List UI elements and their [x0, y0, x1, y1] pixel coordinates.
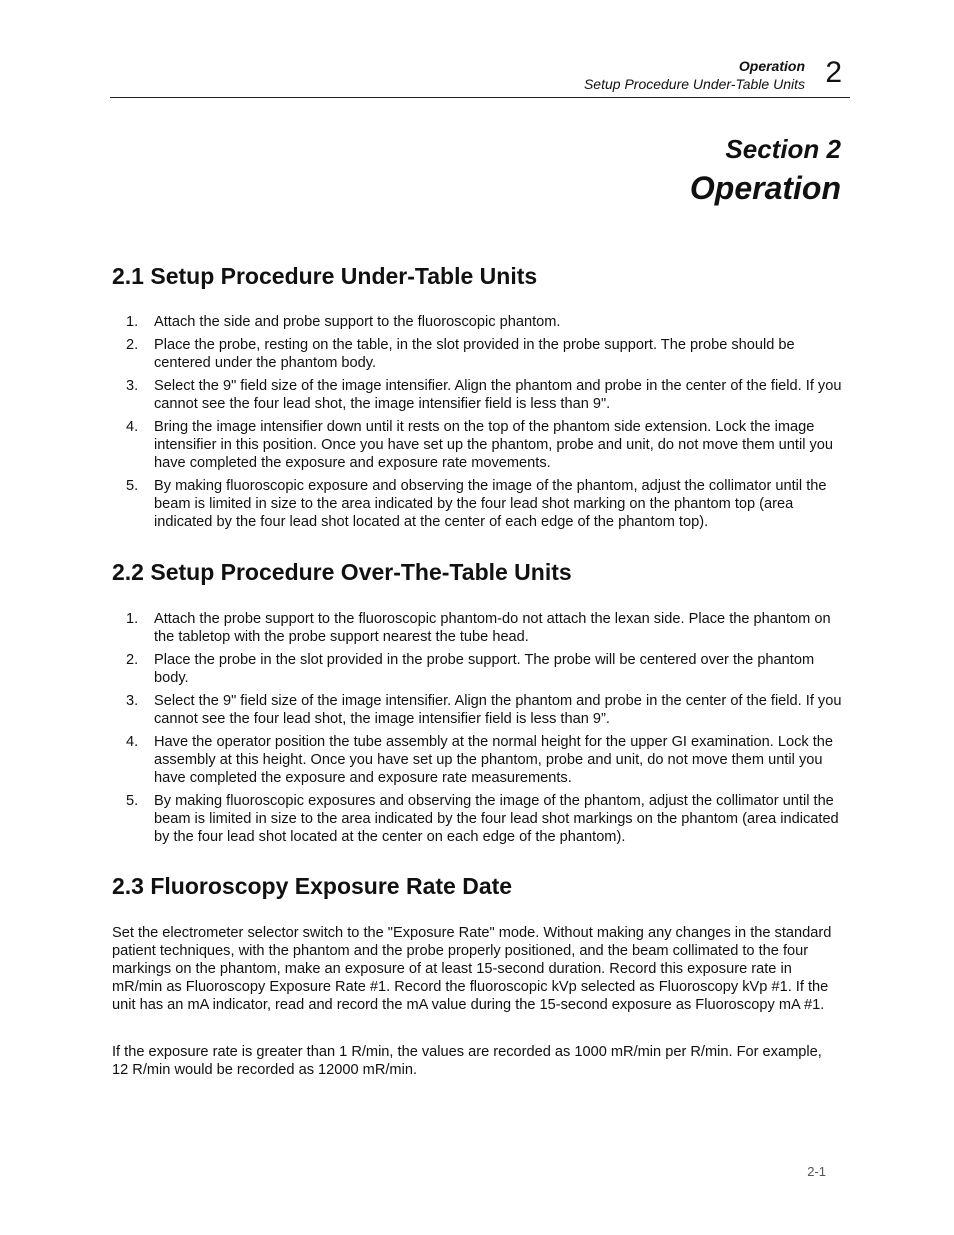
heading-2-1: 2.1 Setup Procedure Under-Table Units	[112, 263, 538, 289]
item-text: Attach the probe support to the fluoroscopic phantom-do not attach the lexan side. Place the phantom on the tabletop with the probe support nearest the tube head.	[154, 611, 831, 645]
list-item	[112, 792, 842, 846]
item-text: Place the probe in the slot provided in the probe support. The probe will be centered over the phantom body.	[154, 652, 815, 686]
section-label: Section 2	[725, 134, 841, 164]
item-number: 5.	[126, 793, 139, 809]
item-number: 4.	[126, 734, 139, 750]
item-number: 2.	[126, 337, 139, 353]
paragraph: Set the electrometer selector switch to the "Exposure Rate" mode. Without making any changes in the standard patient techniques, with the phantom and the probe properly positioned, and the beam collimated to the four markings on the phantom, make an exposure of at least 15-second duration. Record this exposure rate in mR/min as Fluoroscopy Exposure Rate #1. Record the fluoroscopic kVp selected as Fluoroscopy kVp #1. If the unit has an mA indicator, read and record the mA value during the 15-second exposure as Fluoroscopy mA #1.	[112, 925, 832, 1013]
item-text: Select the 9" field size of the image intensifier. Align the phantom and probe in the center of the field. If you cannot see the four lead shot, the image intensifier field is less than 9”.	[154, 693, 842, 727]
header-subtitle: Setup Procedure Under-Table Units	[583, 76, 805, 92]
item-text: Select the 9" field size of the image intensifier. Align the phantom and probe in the center of the field. If you cannot see the four lead shot, the image intensifier field is less than 9".	[154, 378, 842, 412]
list-2-2	[112, 610, 842, 851]
item-number: 4.	[126, 419, 139, 435]
item-number: 1.	[126, 314, 139, 330]
item-number: 5.	[126, 478, 139, 494]
paragraph: If the exposure rate is greater than 1 R/min, the values are recorded as 1000 mR/min per R/min. For example, 12 R/min would be recorded as 12000 mR/min.	[112, 1044, 822, 1078]
section-title: Operation	[689, 170, 841, 206]
chapter-number: 2	[825, 56, 842, 89]
list-item	[112, 610, 842, 646]
heading-2-3: 2.3 Fluoroscopy Exposure Rate Date	[112, 873, 513, 899]
item-number: 1.	[126, 611, 139, 627]
header-title: Operation	[738, 58, 805, 74]
item-text: Place the probe, resting on the table, in the slot provided in the probe support. The probe should be centered under the phantom body.	[154, 337, 795, 371]
item-text: Bring the image intensifier down until it rests on the top of the phantom side extension. Lock the image intensifier in this position. Once you have set up the phantom, probe and unit, do not move them until you have completed the exposure and exposure rate movements.	[154, 419, 834, 471]
item-text: By making fluoroscopic exposure and observing the image of the phantom, adjust the collimator until the beam is limited in size to the area indicated by the four lead shot marking on the phantom top (area indicated by the four lead shot located at the center of each edge of the phantom top).	[154, 478, 827, 530]
list-2-1	[112, 313, 842, 536]
item-number: 3.	[126, 693, 139, 709]
item-text: Attach the side and probe support to the fluoroscopic phantom.	[154, 314, 561, 330]
list-item	[112, 336, 842, 372]
page-header	[110, 55, 850, 98]
list-item	[112, 651, 842, 687]
list-item	[112, 692, 842, 728]
list-item	[112, 313, 842, 331]
item-text: By making fluoroscopic exposures and observing the image of the phantom, adjust the collimator until the beam is limited in size to the area indicated by the four lead shot markings on the phantom (area indicated by the four lead shot located at the center on each edge of the phantom).	[154, 793, 839, 845]
list-item	[112, 733, 842, 787]
header-text	[584, 57, 805, 93]
list-item	[112, 377, 842, 413]
item-number: 3.	[126, 378, 139, 394]
item-number: 2.	[126, 652, 139, 668]
list-item	[112, 418, 842, 472]
item-text: Have the operator position the tube assembly at the normal height for the upper GI examination. Lock the assembly at this height. Once you have set up the phantom, probe and unit, do not move them until you have completed the exposure and exposure rate measurements.	[154, 734, 834, 786]
page-number: 2-1	[807, 1164, 826, 1179]
heading-2-2: 2.2 Setup Procedure Over-The-Table Units	[112, 559, 572, 585]
list-item	[112, 477, 842, 531]
